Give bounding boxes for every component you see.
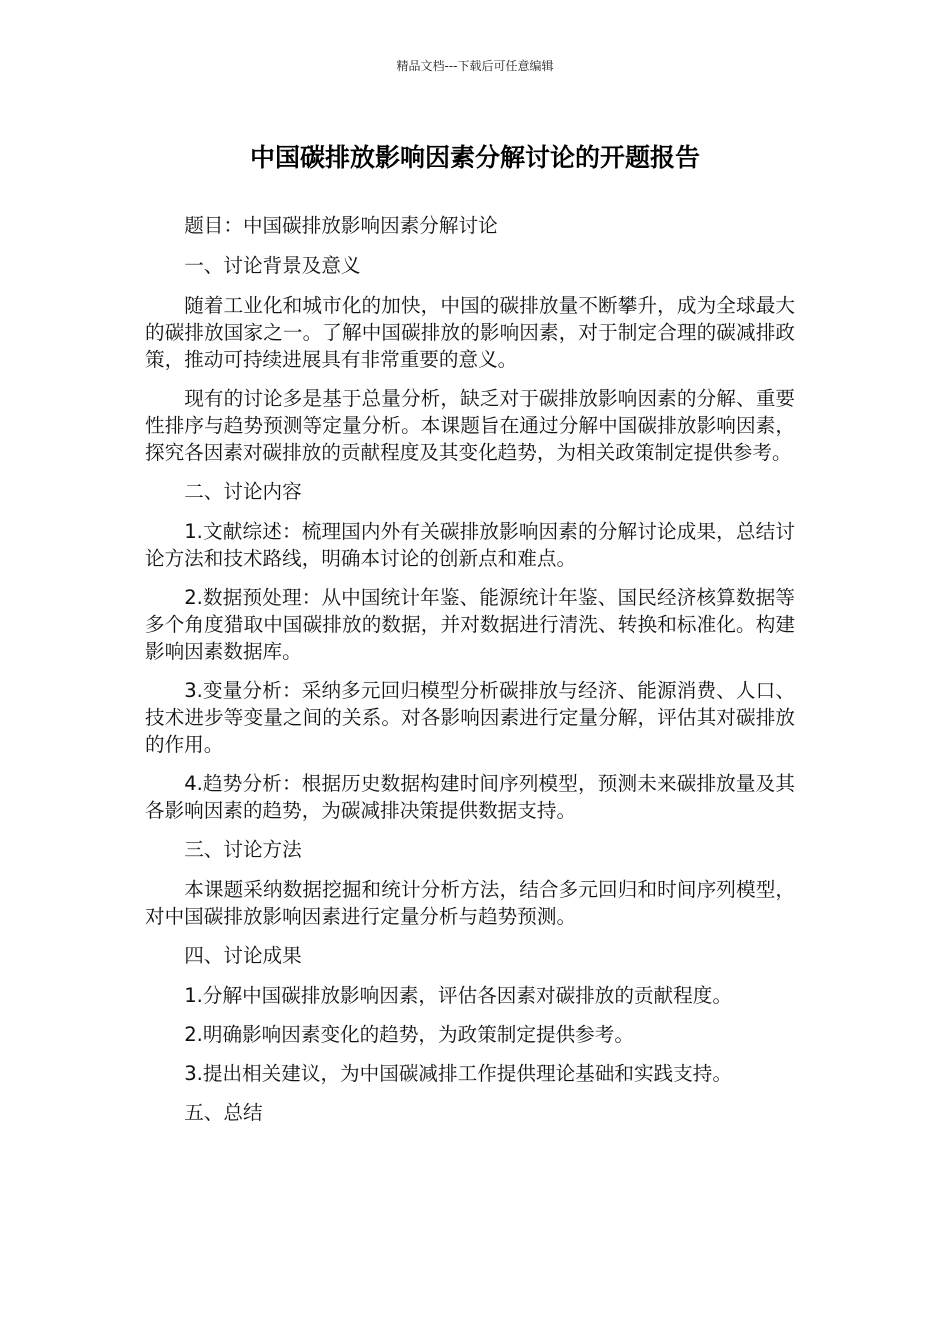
- result-item-1: 1.分解中国碳排放影响因素，评估各因素对碳排放的贡献程度。: [184, 984, 732, 1007]
- content-item-trend-analysis: 4.趋势分析：根据历史数据构建时间序列模型，预测未来碳排放量及其各影响因素的趋势，为碳减排决策提供数据支持。: [145, 772, 795, 822]
- result-item-3: 3.提出相关建议，为中国碳减排工作提供理论基础和实践支持。: [184, 1062, 732, 1085]
- page-header-note: 精品文档---下载后可任意编辑: [396, 59, 554, 73]
- section-heading-content: 二、讨论内容: [184, 480, 302, 503]
- section-heading-results: 四、讨论成果: [184, 944, 302, 967]
- section-heading-background: 一、讨论背景及意义: [184, 254, 361, 277]
- result-item-2: 2.明确影响因素变化的趋势，为政策制定提供参考。: [184, 1023, 634, 1046]
- section-heading-summary: 五、总结: [184, 1101, 263, 1124]
- content-item-variable-analysis: 3.变量分析：采纳多元回归模型分析碳排放与经济、能源消费、人口、技术进步等变量之间的关系。对各影响因素进行定量分解，评估其对碳排放的作用。: [145, 679, 795, 756]
- content-item-data-preprocessing: 2.数据预处理：从中国统计年鉴、能源统计年鉴、国民经济核算数据等多个角度猎取中国碳排放的数据，并对数据进行清洗、转换和标准化。构建影响因素数据库。: [145, 586, 795, 663]
- section-heading-methods: 三、讨论方法: [184, 838, 302, 861]
- methods-paragraph: 本课题采纳数据挖掘和统计分析方法，结合多元回归和时间序列模型，对中国碳排放影响因素进行定量分析与趋势预测。: [145, 878, 795, 928]
- document-title: 中国碳排放影响因素分解讨论的开题报告: [249, 143, 700, 172]
- content-item-literature-review: 1.文献综述：梳理国内外有关碳排放影响因素的分解讨论成果，总结讨论方法和技术路线，明确本讨论的创新点和难点。: [145, 520, 795, 570]
- document-body: [145, 212, 795, 1139]
- background-paragraph-1: 随着工业化和城市化的加快，中国的碳排放量不断攀升，成为全球最大的碳排放国家之一。了解中国碳排放的影响因素，对于制定合理的碳减排政策，推动可持续进展具有非常重要的意义。: [145, 294, 795, 371]
- background-paragraph-2: 现有的讨论多是基于总量分析，缺乏对于碳排放影响因素的分解、重要性排序与趋势预测等定量分析。本课题旨在通过分解中国碳排放影响因素，探究各因素对碳排放的贡献程度及其变化趋势，为相关政策制定提供参考。: [145, 387, 795, 464]
- topic-line: 题目：中国碳排放影响因素分解讨论: [184, 214, 498, 237]
